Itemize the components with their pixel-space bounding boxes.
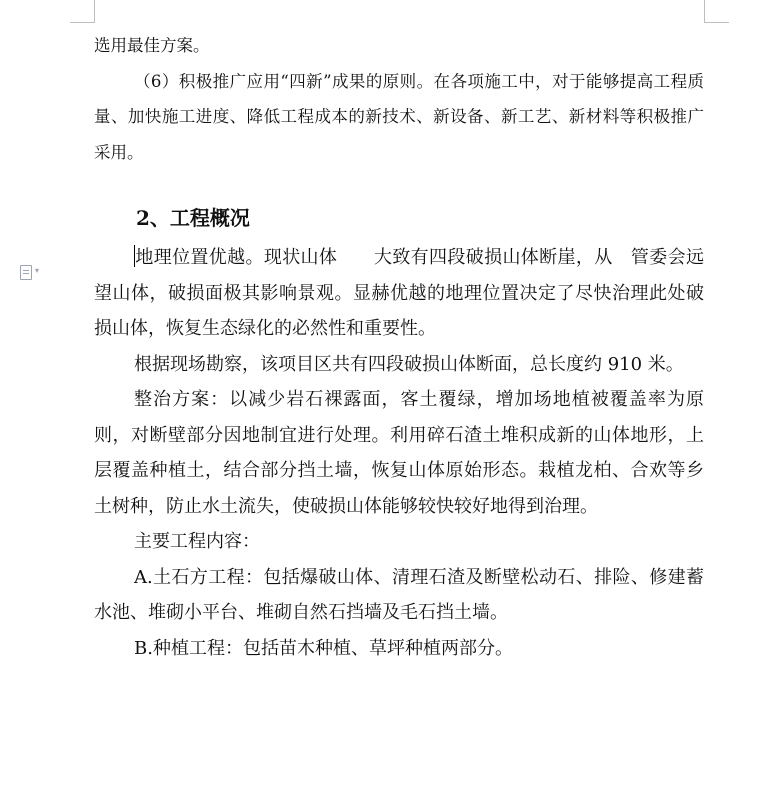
document-icon	[20, 265, 32, 280]
paragraph-first[interactable]	[94, 240, 704, 347]
paragraph-6: B.种植工程：包括苗木种植、草坪种植两部分。	[134, 637, 513, 659]
paragraph-3: 整治方案：以减少岩石裸露面，客土覆绿，增加场地植被覆盖率为原则，对断壁部分因地制宜进行处理。利用碎石渣土堆积成新的山体地形，上层覆盖种植土，结合部分挡土墙，恢复山体原始形态。栽植龙柏、合欢等乡土树种，防止水土流失，使破损山体能够较快较好地得到治理。	[94, 389, 704, 517]
paragraph-options-icon[interactable]	[20, 264, 50, 282]
chevron-down-icon: ▾	[35, 266, 40, 275]
paragraph-first-text: 地理位置优越。现状山体 大致有四段破损山体断崖，从 管委会远望山体，破损面极其影响景观。显赫优越的地理位置决定了尽快治理此处破损山体，恢复生态绿化的必然性和重要性。	[94, 247, 704, 339]
paragraph-4: 主要工程内容：	[134, 531, 260, 552]
paragraph-1: （6）积极推广应用“四新”成果的原则。在各项施工中，对于能够提高工程质量、加快施工进度、降低工程成本的新技术、新设备、新工艺、新材料等积极推广采用。	[94, 71, 704, 162]
crop-mark-top-left	[70, 0, 95, 23]
crop-mark-top-right	[704, 0, 729, 23]
paragraph-0: 选用最佳方案。	[94, 36, 210, 55]
document-page	[94, 28, 704, 666]
paragraph-2: 根据现场勘察，该项目区共有四段破损山体断面，总长度约 910 米。	[134, 353, 684, 375]
paragraph-5: A.土石方工程：包括爆破山体、清理石渣及断壁松动石、排险、修建蓄水池、堆砌小平台、堆砌自然石挡墙及毛石挡土墙。	[94, 566, 704, 623]
section-heading: 2、工程概况	[136, 206, 250, 230]
